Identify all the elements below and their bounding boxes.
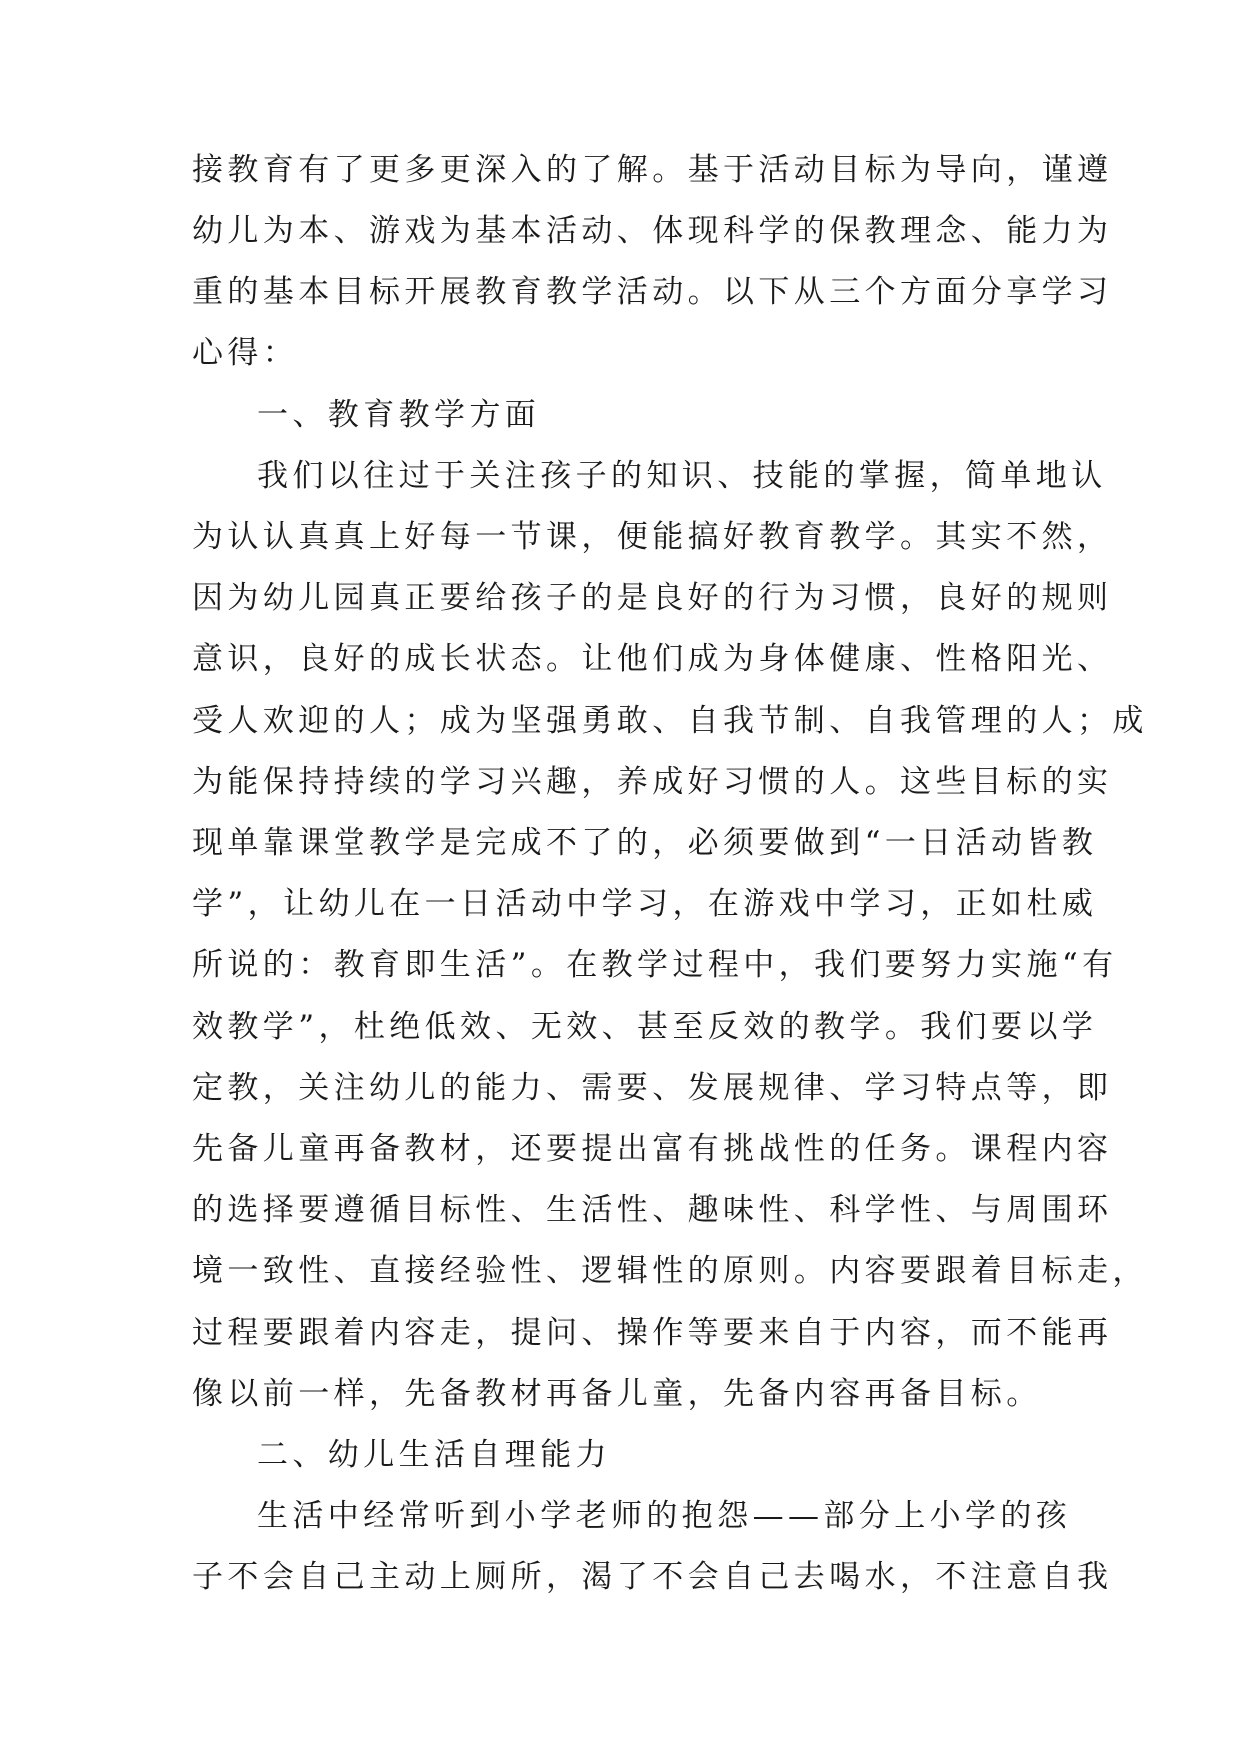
text-line: 现单靠课堂教学是完成不了的，必须要做到“一日活动皆教	[192, 825, 1098, 861]
text-line: 受人欢迎的人；成为坚强勇敢、自我节制、自我管理的人；成	[192, 703, 1148, 739]
paragraph-first-line: 生活中经常听到小学老师的抱怨——部分上小学的孩	[257, 1498, 1072, 1534]
text-line: 所说的：教育即生活”。在教学过程中，我们要努力实施“有	[192, 947, 1118, 983]
text-line: 境一致性、直接经验性、逻辑性的原则。内容要跟着目标走，	[192, 1253, 1148, 1289]
paragraph-first-line: 我们以往过于关注孩子的知识、技能的掌握，简单地认	[257, 458, 1107, 494]
text-line: 为认认真真上好每一节课，便能搞好教育教学。其实不然，	[192, 519, 1113, 555]
text-line: 像以前一样，先备教材再备儿童，先备内容再备目标。	[192, 1376, 1042, 1412]
text-line: 的选择要遵循目标性、生活性、趣味性、科学性、与周围环	[192, 1192, 1113, 1228]
text-line: 子不会自己主动上厕所，渴了不会自己去喝水，不注意自我	[192, 1559, 1113, 1595]
text-line: 幼儿为本、游戏为基本活动、体现科学的保教理念、能力为	[192, 213, 1113, 249]
section-heading: 二、幼儿生活自理能力	[257, 1437, 611, 1473]
text-line: 过程要跟着内容走，提问、操作等要来自于内容，而不能再	[192, 1315, 1113, 1351]
text-line: 效教学”，杜绝低效、无效、甚至反效的教学。我们要以学	[192, 1009, 1098, 1045]
text-line: 定教，关注幼儿的能力、需要、发展规律、学习特点等，即	[192, 1070, 1113, 1106]
text-line: 因为幼儿园真正要给孩子的是良好的行为习惯，良好的规则	[192, 580, 1113, 616]
text-line: 为能保持持续的学习兴趣，养成好习惯的人。这些目标的实	[192, 764, 1113, 800]
text-line: 重的基本目标开展教育教学活动。以下从三个方面分享学习	[192, 274, 1113, 310]
section-heading: 一、教育教学方面	[257, 397, 541, 433]
text-line: 意识，良好的成长状态。让他们成为身体健康、性格阳光、	[192, 641, 1113, 677]
text-line: 心得：	[192, 335, 299, 371]
text-line: 接教育有了更多更深入的了解。基于活动目标为导向，谨遵	[192, 152, 1113, 188]
text-line: 先备儿童再备教材，还要提出富有挑战性的任务。课程内容	[192, 1131, 1113, 1167]
text-line: 学”，让幼儿在一日活动中学习，在游戏中学习，正如杜威	[192, 886, 1098, 922]
